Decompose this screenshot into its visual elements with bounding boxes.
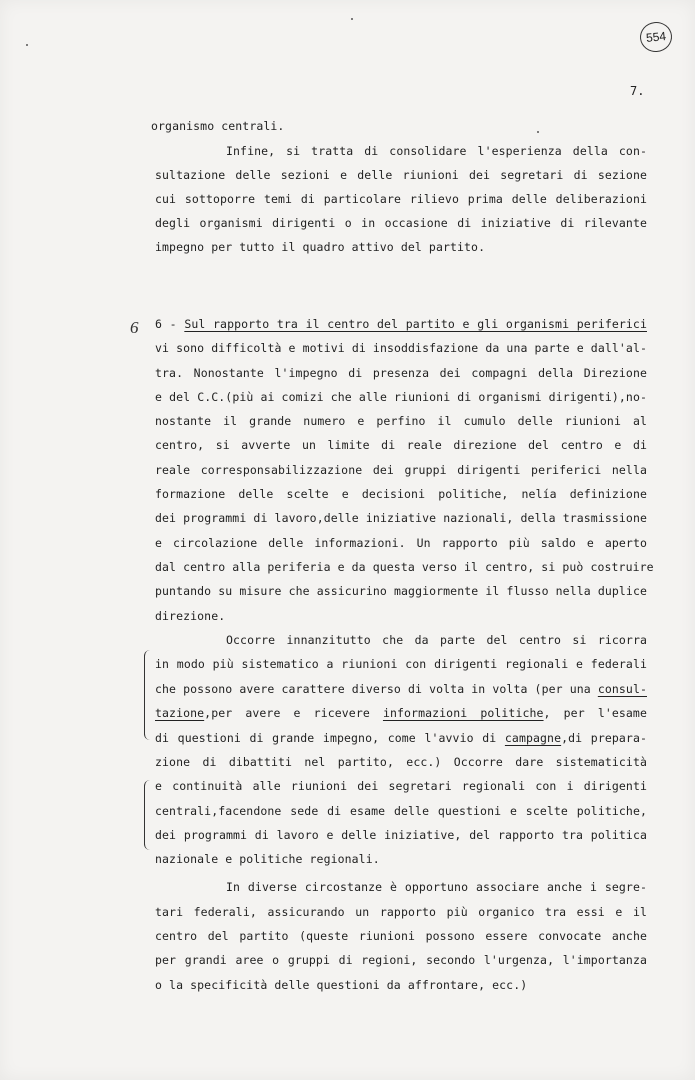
text-line: e continuità alle riunioni dei segretari regionali con i dirigenti <box>155 779 647 793</box>
text-line: e circolazione delle informazioni. Un rapporto più saldo e aperto <box>155 536 647 550</box>
text-line: reale corresponsabilizzazione dei gruppi dirigenti periferici nella <box>155 463 647 477</box>
section-number: 6 - <box>155 317 185 331</box>
underlined-text: tazione <box>155 706 205 720</box>
text-segment: che possono avere carattere diverso di volta in volta (per una <box>155 682 598 696</box>
text-line: nazionale e politiche regionali. <box>155 852 380 866</box>
section-heading-line <box>155 317 647 331</box>
text-line: vi sono difficoltà e motivi di insoddisfazione da una parte e dall'al- <box>155 341 647 355</box>
text-line: centrali,facendone sede di esame delle questioni e scelte politiche, <box>155 804 647 818</box>
text-line: zione di dibattiti nel partito, ecc.) Occorre dare sistematicità <box>155 755 647 769</box>
scan-speck <box>26 44 28 46</box>
text-line: tari federali, assicurando un rapporto più organico tra essi e il <box>155 905 647 919</box>
text-line: per grandi aree o gruppi di regioni, secondo l'urgenza, l'importanza <box>155 953 647 967</box>
page-number: 7. <box>630 84 645 98</box>
archive-stamp: 554 <box>639 20 674 53</box>
text-line: sultazione delle sezioni e delle riunioni dei segretari di sezione <box>155 168 647 182</box>
text-line: in modo più sistematico a riunioni con dirigenti regionali e federali <box>155 657 647 671</box>
text-line <box>155 731 647 745</box>
margin-bracket-top <box>144 650 152 740</box>
text-line: formazione delle scelte e decisioni politiche, nelía definizione <box>155 487 647 501</box>
text-line: degli organismi dirigenti o in occasione di iniziative di rilevante <box>155 216 647 230</box>
text-line: dei programmi di lavoro,delle iniziative nazionali, della trasmissione <box>155 511 647 525</box>
text-line <box>155 706 647 720</box>
text-segment: di questioni di grande impegno, come l'avvio di <box>155 731 505 745</box>
text-line <box>155 682 647 696</box>
underlined-text: campagne <box>504 731 562 745</box>
text-line: organismo centrali. <box>151 119 285 133</box>
text-line: dal centro alla periferia e da questa verso il centro, si può costruire <box>155 560 654 574</box>
text-line: Occorre innanzitutto che da parte del centro si ricorra <box>226 633 647 647</box>
text-segment: , per l'esame <box>543 706 647 720</box>
text-line: cui sottoporre temi di particolare rilievo prima delle deliberazioni <box>155 192 647 206</box>
text-line: direzione. <box>155 609 226 623</box>
text-line: tra. Nonostante l'impegno di presenza dei compagni della Direzione <box>155 366 647 380</box>
text-line: dei programmi di lavoro e delle iniziative, del rapporto tra politica <box>155 828 647 842</box>
text-line: nostante il grande numero e perfino il cumulo delle riunioni al <box>155 414 647 428</box>
text-line: centro del partito (queste riunioni possono essere convocate anche <box>155 929 647 943</box>
margin-annotation: 6 <box>130 318 139 337</box>
margin-bracket-bottom <box>144 780 152 850</box>
text-line: e del C.C.(più ai comizi che alle riunioni di organismi dirigenti),no- <box>155 390 647 404</box>
section-title: Sul rapporto tra il centro del partito e gli organismi periferici <box>184 317 647 331</box>
text-line: puntando su misure che assicurino maggiormente il flusso nella duplice <box>155 584 647 598</box>
text-segment: ,di prepara- <box>561 731 647 745</box>
text-line: In diverse circostanze è opportuno associare anche i segre- <box>226 880 647 894</box>
underlined-text: informazioni politiche <box>382 706 544 720</box>
text-line: o la specificità delle questioni da affrontare, ecc.) <box>155 978 528 992</box>
text-segment: ,per avere e ricevere <box>204 706 383 720</box>
text-line: centro, si avverte un limite di reale direzione del centro e di <box>155 438 647 452</box>
text-line: impegno per tutto il quadro attivo del partito. <box>155 240 486 254</box>
scan-speck <box>351 18 353 20</box>
text-line: Infine, si tratta di consolidare l'esperienza della con- <box>226 144 647 158</box>
underlined-text: consul- <box>597 682 647 696</box>
